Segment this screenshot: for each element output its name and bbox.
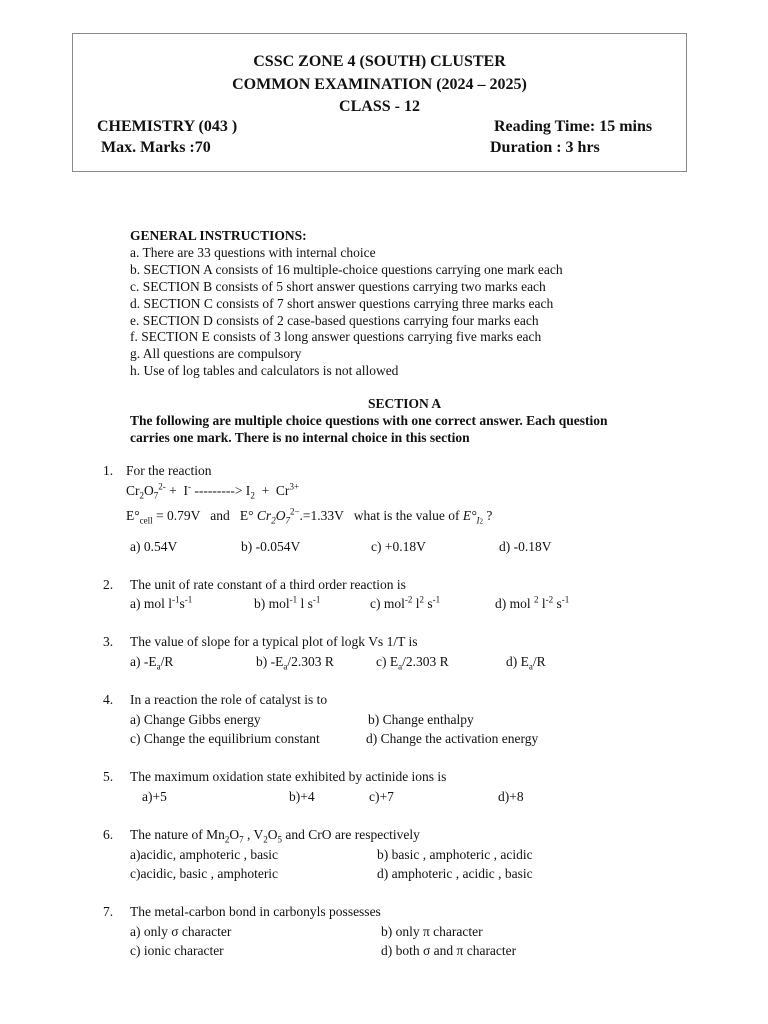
question-number: 3.	[103, 634, 114, 649]
q1-potential-line: $E^\circ_{cell} = 0.79V$ and E° $Cr_2O_7^{2-}.=1.33V$ what is the value of $E^\circ_{I2}$ ?	[126, 506, 493, 526]
header-class: CLASS - 12	[339, 98, 420, 115]
option-d: d) amphoteric , acidic , basic	[377, 866, 533, 881]
option-a: a) only σ character	[130, 924, 232, 939]
question-text: The nature of $Mn_2O_7$ , $V_2O_5$ and CrO are respectively	[130, 827, 420, 845]
option-a: a) 0.54V	[130, 539, 178, 554]
option-b: b) mol$^{-1}$ l $s^{-1}$	[254, 594, 321, 611]
section-a-title: SECTION A	[368, 396, 442, 411]
option-d: d) $E_a/R$	[506, 654, 546, 672]
option-b: b) only π character	[381, 924, 483, 939]
question-number: 1.	[103, 463, 114, 478]
option-c: c) mol$^{-2}$ $l^2$ $s^{-1}$	[370, 594, 441, 611]
option-c: c) $E_a/2.303$ R	[376, 654, 449, 672]
header-duration: Duration : 3 hrs	[490, 139, 600, 156]
section-a-description: The following are multiple choice questions with one correct answer. Each question	[130, 413, 608, 428]
instruction-item: e. SECTION D consists of 2 case-based questions carrying four marks each	[130, 313, 539, 328]
instruction-item: b. SECTION A consists of 16 multiple-choice questions carrying one mark each	[130, 262, 563, 277]
option-a: a)+5	[142, 789, 167, 804]
question-text: The value of slope for a typical plot of logk Vs 1/T is	[130, 634, 418, 649]
option-c: c) ionic character	[130, 943, 224, 958]
option-d: d)+8	[498, 789, 524, 804]
option-a: a) Change Gibbs energy	[130, 712, 261, 727]
instruction-item: f. SECTION E consists of 3 long answer questions carrying five marks each	[130, 329, 542, 344]
question-text: The unit of rate constant of a third order reaction is	[130, 577, 406, 592]
question-number: 6.	[103, 827, 114, 842]
instruction-item: c. SECTION B consists of 5 short answer questions carrying two marks each	[130, 279, 546, 294]
header-exam-title: COMMON EXAMINATION (2024 – 2025)	[232, 76, 527, 93]
option-b: b) $-E_a/2.303$ R	[256, 654, 334, 672]
option-a: a) $-E_a/R$	[130, 654, 174, 672]
instruction-item: g. All questions are compulsory	[130, 346, 302, 361]
question-text: For the reaction	[126, 463, 212, 478]
question-number: 4.	[103, 692, 114, 707]
header-reading-time: Reading Time: 15 mins	[494, 118, 653, 135]
option-c: c)acidic, basic , amphoteric	[130, 866, 279, 881]
option-d: d) Change the activation energy	[366, 731, 539, 746]
option-d: d) both σ and π character	[381, 943, 517, 958]
option-a: a) mol $l^{-1}s^{-1}$	[130, 594, 193, 611]
option-b: b) Change enthalpy	[368, 712, 474, 727]
instruction-item: a. There are 33 questions with internal choice	[130, 245, 376, 260]
question-text: The maximum oxidation state exhibited by actinide ions is	[130, 769, 447, 784]
option-c: c)+7	[369, 789, 394, 804]
question-number: 2.	[103, 577, 114, 592]
question-text: The metal-carbon bond in carbonyls possesses	[130, 904, 381, 919]
instruction-item: h. Use of log tables and calculators is not allowed	[130, 363, 399, 378]
option-a: a)acidic, amphoteric , basic	[130, 847, 279, 862]
option-b: b)+4	[289, 789, 315, 804]
option-c: c) +0.18V	[371, 539, 426, 554]
option-d: d) -0.18V	[499, 539, 552, 554]
header-subject: CHEMISTRY (043 )	[97, 118, 238, 135]
option-b: b) -0.054V	[241, 539, 301, 554]
question-number: 5.	[103, 769, 114, 784]
option-b: b) basic , amphoteric , acidic	[377, 847, 533, 862]
instructions-title: GENERAL INSTRUCTIONS:	[130, 228, 307, 243]
section-a-description: carries one mark. There is no internal choice in this section	[130, 430, 470, 445]
header-max-marks: Max. Marks :70	[101, 139, 211, 156]
option-c: c) Change the equilibrium constant	[130, 731, 320, 746]
header-cluster-title: CSSC ZONE 4 (SOUTH) CLUSTER	[253, 53, 506, 70]
q1-reaction: $Cr_2O_7^{2-} + I^-$ ---------> $I_2 + Cr^{3+}$	[126, 481, 300, 501]
instruction-item: d. SECTION C consists of 7 short answer questions carrying three marks each	[130, 296, 554, 311]
option-d: d) mol $^2$ $l^{-2}$ $s^{-1}$	[495, 594, 570, 611]
question-number: 7.	[103, 904, 114, 919]
question-text: In a reaction the role of catalyst is to	[130, 692, 328, 707]
